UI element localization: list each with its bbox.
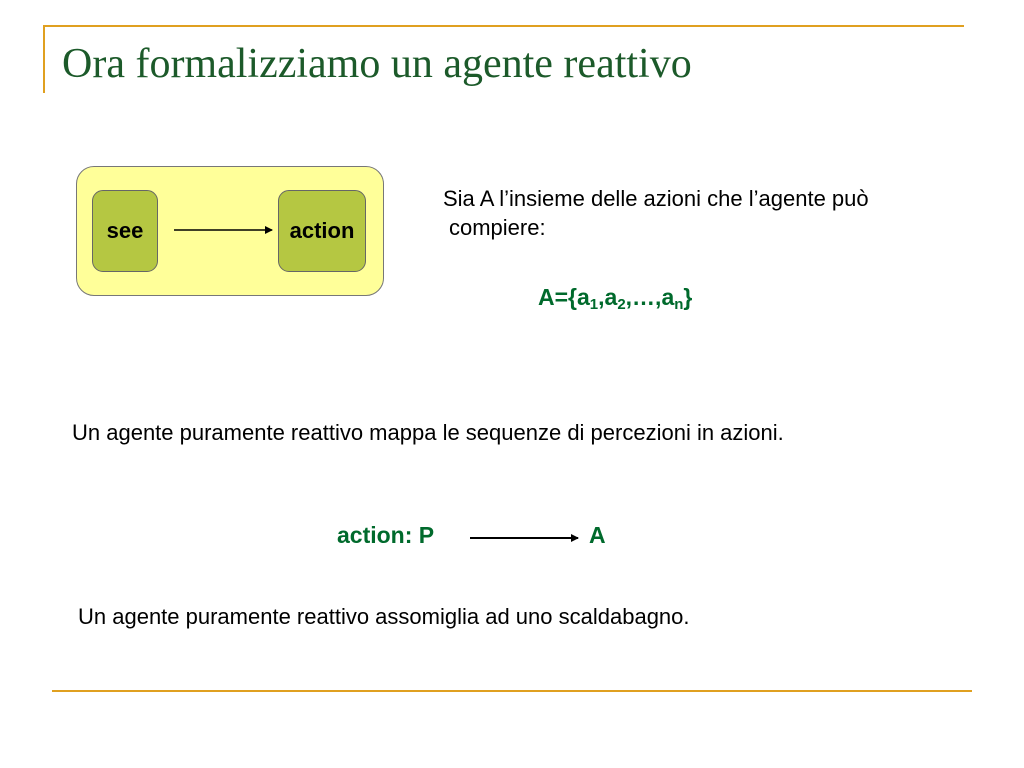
definition-line-2: compiere: bbox=[449, 215, 546, 240]
see-label: see bbox=[106, 218, 144, 243]
formula-sep-1: ,a bbox=[598, 284, 618, 310]
formula-sub-n: n bbox=[674, 296, 684, 313]
statement-reactive-mapping: Un agente puramente reattivo mappa le sequenze di percezioni in azioni. bbox=[72, 420, 784, 445]
action-set-formula bbox=[538, 284, 692, 313]
formula-suffix: } bbox=[683, 284, 693, 310]
mapping-domain: action: P bbox=[337, 522, 435, 548]
formula-sub-1: 1 bbox=[589, 296, 599, 313]
formula-sep-2: ,…,a bbox=[625, 284, 675, 310]
see-node bbox=[92, 190, 158, 272]
action-node bbox=[278, 190, 366, 272]
formula-sub-2: 2 bbox=[617, 296, 626, 313]
definition-line-1: Sia A l’insieme delle azioni che l’agente può bbox=[443, 186, 869, 211]
left-rule bbox=[43, 25, 45, 93]
formula-prefix: A={a bbox=[538, 284, 590, 310]
statement-water-heater: Un agente puramente reattivo assomiglia ad uno scaldabagno. bbox=[78, 604, 690, 629]
mapping-codomain: A bbox=[589, 522, 606, 548]
action-label: action bbox=[289, 218, 355, 243]
bottom-rule bbox=[52, 690, 972, 692]
top-rule bbox=[44, 25, 964, 27]
slide-title: Ora formalizziamo un agente reattivo bbox=[62, 41, 692, 87]
